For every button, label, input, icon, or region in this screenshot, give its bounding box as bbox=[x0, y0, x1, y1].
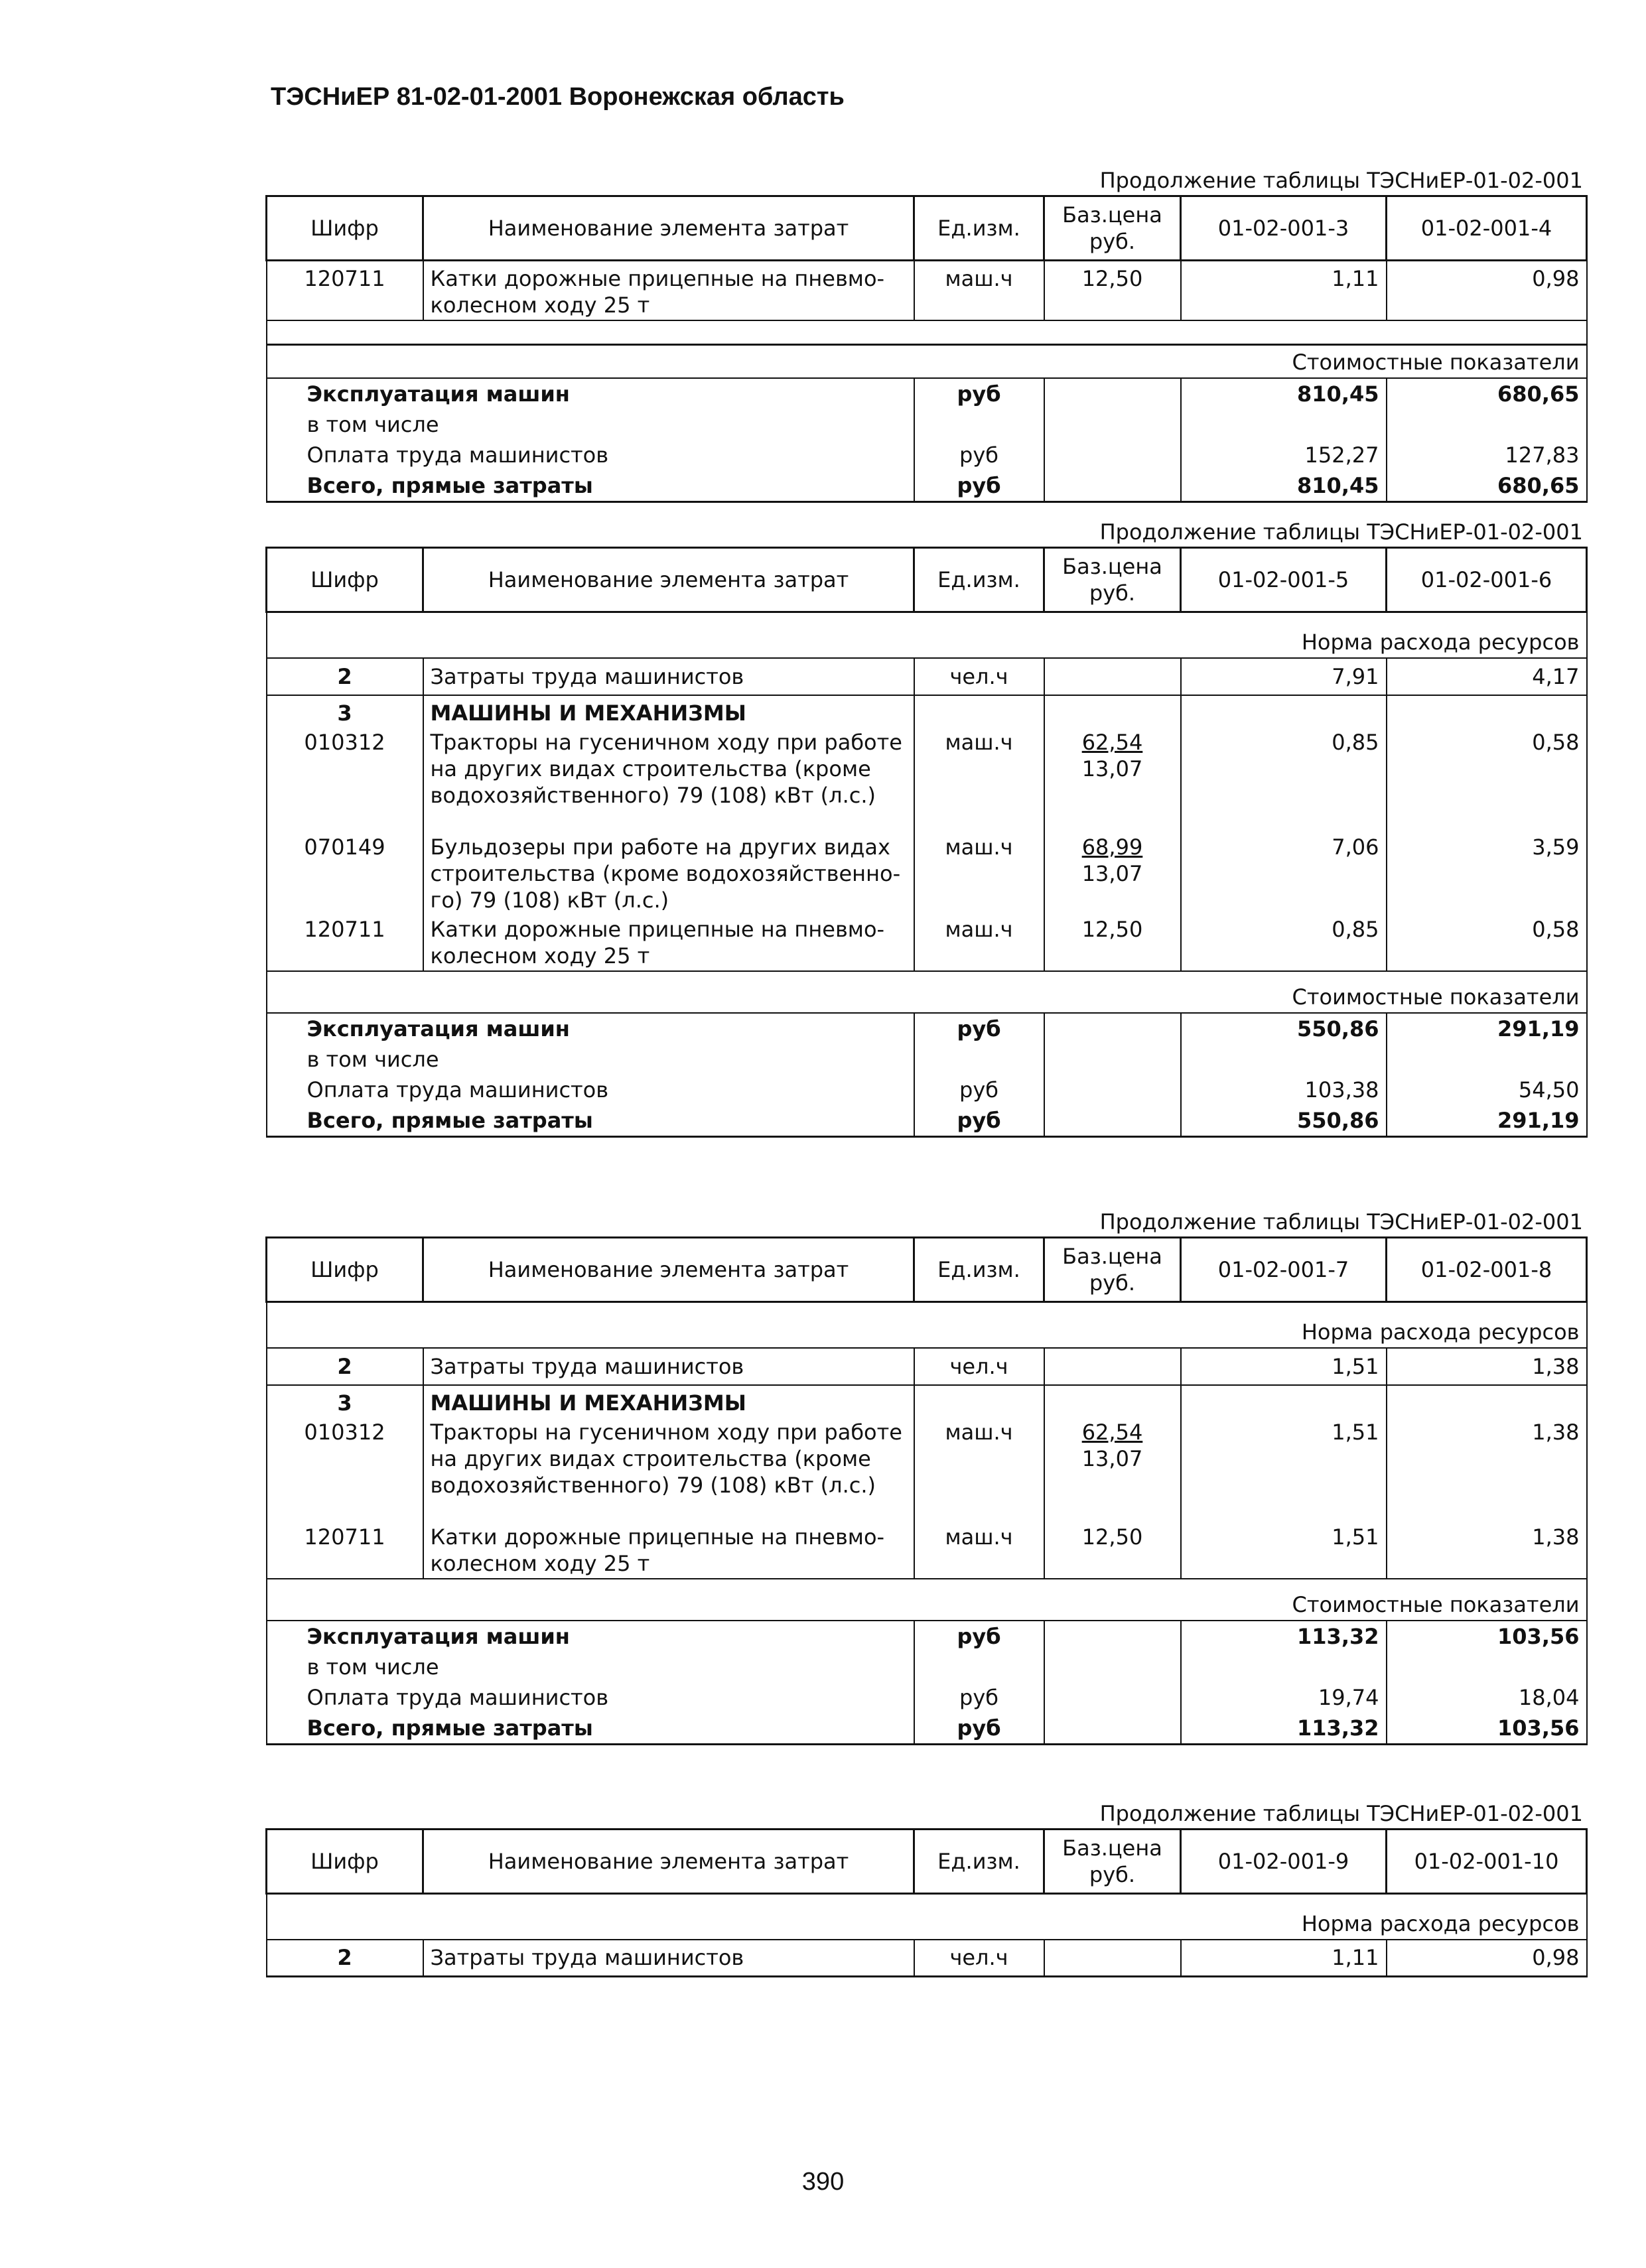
column-header-base-price: Баз.цена руб. bbox=[1044, 1830, 1181, 1894]
table-row: 120711 Катки дорожные прицепные на пневмо- колесном ходу 25 т маш.ч 12,50 1,51 1,38 bbox=[267, 1522, 1587, 1579]
cost-row-total: Всего, прямые затраты руб 550,86 291,19 bbox=[267, 1105, 1587, 1137]
table-row-machines-heading: 3 МАШИНЫ И МЕХАНИЗМЫ bbox=[267, 695, 1587, 728]
resource-table-block bbox=[265, 166, 1586, 503]
table-continuation-caption: Продолжение таблицы ТЭСНиЕР-01-02-001 bbox=[1099, 1209, 1583, 1234]
table-header-row bbox=[267, 196, 1587, 261]
column-header-norm-a: 01-02-001-7 bbox=[1181, 1238, 1387, 1302]
cost-row-exploitation: Эксплуатация машин руб 550,86 291,19 bbox=[267, 1013, 1587, 1044]
table-header-row bbox=[267, 548, 1587, 612]
table-row: 010312 Тракторы на гусеничном ходу при работе на других видах строительства (кроме водохозяйственного) 79 (108) кВт (л.с.) маш.ч 62,54 13,07 0,85 0,58 bbox=[267, 728, 1587, 810]
spacer-row bbox=[267, 1894, 1587, 1907]
table-header-row bbox=[267, 1830, 1587, 1894]
resource-table bbox=[265, 547, 1588, 1138]
cost-row-exploitation: Эксплуатация машин руб 113,32 103,56 bbox=[267, 1621, 1587, 1652]
resource-table-block bbox=[265, 1207, 1586, 1745]
table-continuation-caption: Продолжение таблицы ТЭСНиЕР-01-02-001 bbox=[1099, 1801, 1583, 1826]
table-continuation-caption: Продолжение таблицы ТЭСНиЕР-01-02-001 bbox=[1099, 168, 1583, 193]
row-value-a: 1,11 bbox=[1181, 261, 1387, 321]
column-header-norm-a: 01-02-001-5 bbox=[1181, 548, 1387, 612]
table-row: 070149 Бульдозеры при работе на других видах строительства (кроме водохозяйственно- го) 79 (108) кВт (л.с.) маш.ч 68,99 13,07 7,06 3,59 bbox=[267, 833, 1587, 915]
table-row-labor: 2 Затраты труда машинистов чел.ч 7,91 4,17 bbox=[267, 658, 1587, 695]
column-header-norm-a: 01-02-001-9 bbox=[1181, 1830, 1387, 1894]
column-header-code: Шифр bbox=[267, 548, 423, 612]
column-header-unit: Ед.изм. bbox=[914, 1238, 1044, 1302]
page-title: ТЭСНиЕР 81-02-01-2001 Воронежская область bbox=[271, 83, 845, 111]
column-header-base-price: Баз.цена руб. bbox=[1044, 196, 1181, 261]
cost-row-wages: Оплата труда машинистов руб 103,38 54,50 bbox=[267, 1075, 1587, 1105]
table-row-labor: 2 Затраты труда машинистов чел.ч 1,11 0,98 bbox=[267, 1940, 1587, 1977]
table-row: 120711 Катки дорожные прицепные на пневмо- колесном ходу 25 т маш.ч 12,50 0,85 0,58 bbox=[267, 915, 1587, 971]
column-header-unit: Ед.изм. bbox=[914, 1830, 1044, 1894]
cost-row-including: в том числе bbox=[267, 1652, 1587, 1682]
row-unit: маш.ч bbox=[914, 261, 1044, 321]
row-price: 12,50 bbox=[1044, 261, 1181, 321]
spacer-row bbox=[267, 612, 1587, 626]
section-header-cost: Стоимостные показатели bbox=[267, 344, 1587, 378]
table-row-machines-heading: 3 МАШИНЫ И МЕХАНИЗМЫ bbox=[267, 1385, 1587, 1418]
column-header-base-price: Баз.цена руб. bbox=[1044, 548, 1181, 612]
table-row bbox=[267, 261, 1587, 321]
resource-table bbox=[265, 1828, 1588, 1977]
table-row-labor: 2 Затраты труда машинистов чел.ч 1,51 1,38 bbox=[267, 1348, 1587, 1385]
column-header-name: Наименование элемента затрат bbox=[423, 548, 914, 612]
row-value-b: 0,98 bbox=[1387, 261, 1587, 321]
table-header-row bbox=[267, 1238, 1587, 1302]
column-header-norm-b: 01-02-001-4 bbox=[1387, 196, 1587, 261]
column-header-code: Шифр bbox=[267, 196, 423, 261]
spacer-row bbox=[267, 1500, 1587, 1522]
column-header-norm-a: 01-02-001-3 bbox=[1181, 196, 1387, 261]
spacer-row bbox=[267, 810, 1587, 833]
section-header-cost: Стоимостные показатели bbox=[267, 1588, 1587, 1621]
column-header-name: Наименование элемента затрат bbox=[423, 1238, 914, 1302]
page-number: 390 bbox=[801, 2168, 845, 2196]
cost-row-wages: Оплата труда машинистов руб 19,74 18,04 bbox=[267, 1682, 1587, 1713]
column-header-name: Наименование элемента затрат bbox=[423, 1830, 914, 1894]
resource-table-block bbox=[265, 1799, 1586, 1977]
resource-table bbox=[265, 1236, 1588, 1745]
column-header-norm-b: 01-02-001-8 bbox=[1387, 1238, 1587, 1302]
column-header-name: Наименование элемента затрат bbox=[423, 196, 914, 261]
section-header-norm: Норма расхода ресурсов bbox=[267, 1315, 1587, 1348]
resource-table bbox=[265, 195, 1588, 503]
cost-row-total: Всего, прямые затраты руб 810,45 680,65 bbox=[267, 470, 1587, 502]
cost-row-exploitation: Эксплуатация машин руб 810,45 680,65 bbox=[267, 378, 1587, 409]
spacer-row bbox=[267, 1579, 1587, 1588]
resource-table-block bbox=[265, 517, 1586, 1138]
column-header-code: Шифр bbox=[267, 1830, 423, 1894]
column-header-base-price: Баз.цена руб. bbox=[1044, 1238, 1181, 1302]
column-header-norm-b: 01-02-001-10 bbox=[1387, 1830, 1587, 1894]
column-header-unit: Ед.изм. bbox=[914, 548, 1044, 612]
column-header-unit: Ед.изм. bbox=[914, 196, 1044, 261]
spacer-row bbox=[267, 320, 1587, 344]
cost-row-total: Всего, прямые затраты руб 113,32 103,56 bbox=[267, 1713, 1587, 1745]
section-header-norm: Норма расхода ресурсов bbox=[267, 626, 1587, 658]
column-header-code: Шифр bbox=[267, 1238, 423, 1302]
spacer-row bbox=[267, 971, 1587, 980]
cost-row-including: в том числе bbox=[267, 409, 1587, 440]
section-header-norm: Норма расхода ресурсов bbox=[267, 1907, 1587, 1940]
table-row: 010312 Тракторы на гусеничном ходу при работе на других видах строительства (кроме водохозяйственного) 79 (108) кВт (л.с.) маш.ч 62,54 13,07 1,51 1,38 bbox=[267, 1418, 1587, 1500]
row-code: 120711 bbox=[267, 261, 423, 321]
cost-row-including: в том числе bbox=[267, 1044, 1587, 1075]
section-header-cost: Стоимостные показатели bbox=[267, 980, 1587, 1013]
table-continuation-caption: Продолжение таблицы ТЭСНиЕР-01-02-001 bbox=[1099, 519, 1583, 545]
row-name: Катки дорожные прицепные на пневмо- колесном ходу 25 т bbox=[423, 261, 914, 321]
spacer-row bbox=[267, 1302, 1587, 1315]
cost-row-wages: Оплата труда машинистов руб 152,27 127,83 bbox=[267, 440, 1587, 470]
column-header-norm-b: 01-02-001-6 bbox=[1387, 548, 1587, 612]
